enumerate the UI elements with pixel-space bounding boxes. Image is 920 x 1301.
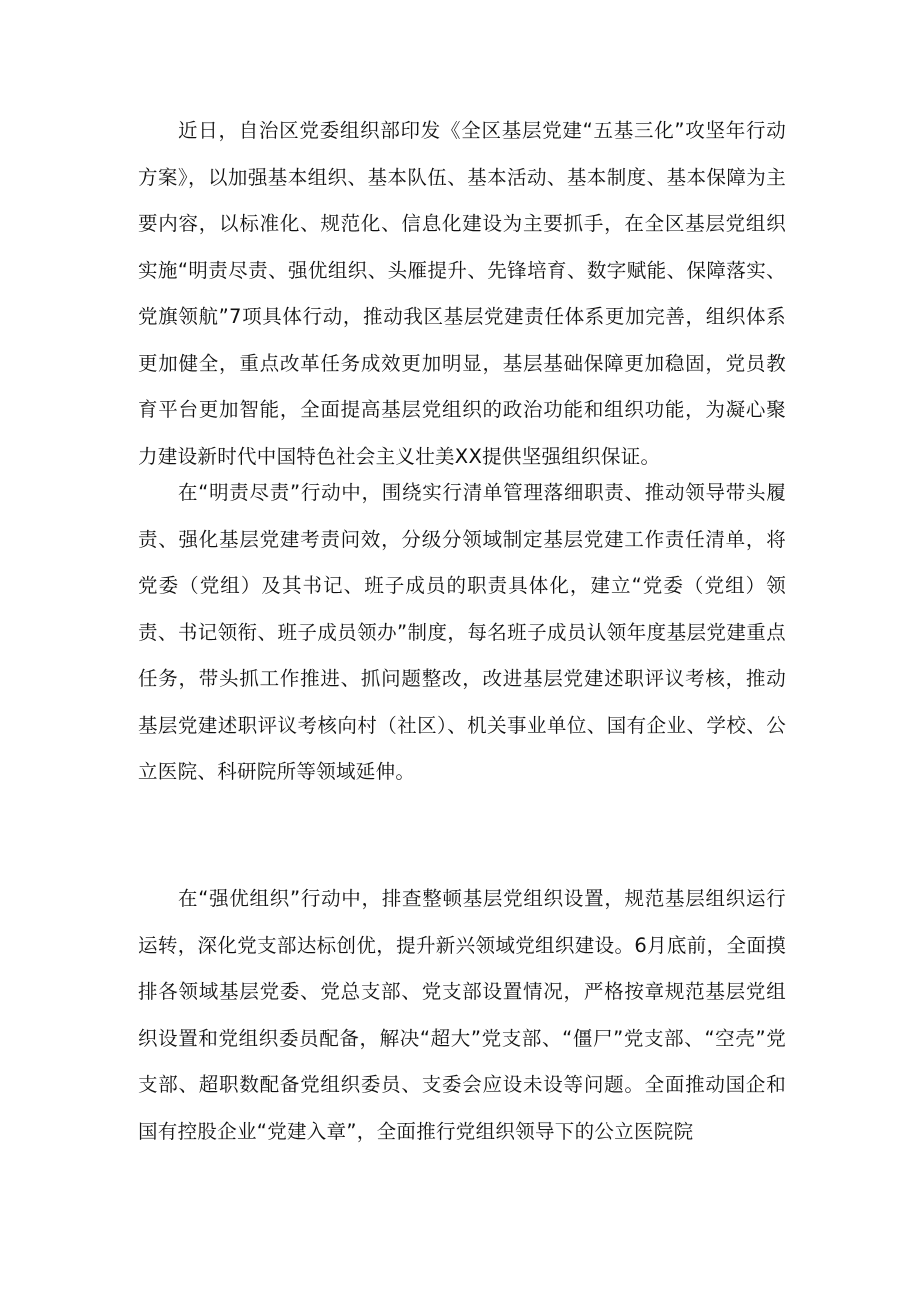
paragraph-qiangyou-zuzhi: 在“强优组织”行动中，排查整顿基层党组织设置，规范基层组织运行运转，深化党支部达标创优，提升新兴领域党组织建设。6月底前，全面摸排各领域基层党委、党总支部、党支部设置情况，严格按章规范基层党组织设置和党组织委员配备，解决“超大”党支部、“僵尸”党支部、“空壳”党支部、超职数配备党组织委员、支委会应设未设等问题。全面推动国企和国有控股企业“党建入章”，全面推行党组织领导下的公立医院院 [138, 887, 786, 1143]
paragraph-mingze-jinze: 在“明责尽责”行动中，围绕实行清单管理落细职责、推动领导带头履责、强化基层党建考责问效，分级分领域制定基层党建工作责任清单，将党委（党组）及其书记、班子成员的职责具体化，建立“党委（党组）领责、书记领衔、班子成员领办”制度，每名班子成员认领年度基层党建重点任务，带头抓工作推进、抓问题整改，改进基层党建述职评议考核，推动基层党建述职评议考核向村（社区）、机关事业单位、国有企业、学校、公立医院、科研院所等领域延伸。 [138, 481, 786, 783]
paragraph-intro: 近日，自治区党委组织部印发《全区基层党建“五基三化”攻坚年行动方案》，以加强基本组织、基本队伍、基本活动、基本制度、基本保障为主要内容，以标准化、规范化、信息化建设为主要抓手，在全区基层党组织实施“明责尽责、强优组织、头雁提升、先锋培育、数字赋能、保障落实、党旗领航”7项具体行动，推动我区基层党建责任体系更加完善，组织体系更加健全，重点改革任务成效更加明显，基层基础保障更加稳固，党员教育平台更加智能，全面提高基层党组织的政治功能和组织功能，为凝心聚力建设新时代中国特色社会主义壮美XX提供坚强组织保证。 [138, 119, 786, 468]
